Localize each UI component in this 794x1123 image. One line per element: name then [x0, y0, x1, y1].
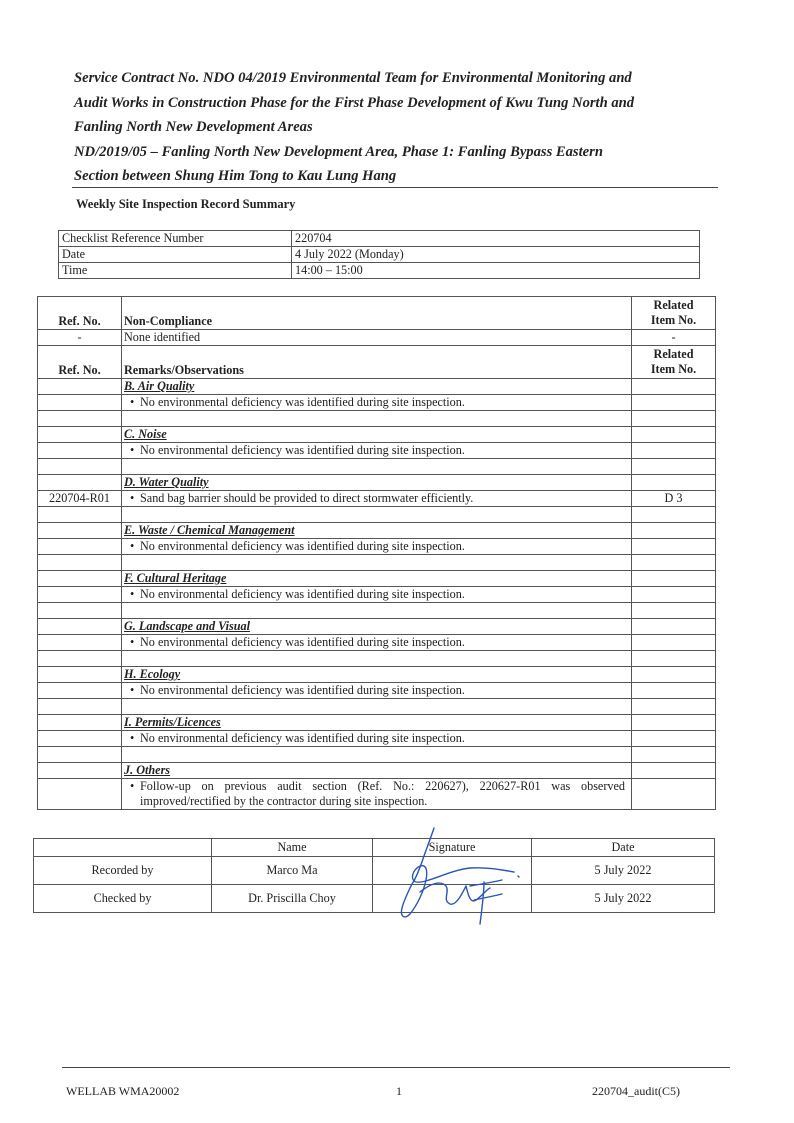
section-title: B. Air Quality — [122, 379, 632, 395]
related-item-cell — [632, 587, 716, 603]
ref-no-header: Ref. No. — [38, 346, 122, 379]
ref-no-cell — [38, 603, 122, 619]
empty-row — [38, 651, 716, 667]
remark-cell — [122, 635, 632, 651]
signoff-table — [33, 838, 715, 913]
section-title-row — [38, 379, 716, 395]
section-title: D. Water Quality — [122, 475, 632, 491]
bullet-icon: • — [130, 635, 135, 649]
ref-no-cell — [38, 683, 122, 699]
bullet-icon: • — [130, 683, 135, 697]
remark-text — [124, 635, 629, 650]
non-compliance-row — [38, 330, 716, 346]
date-cell: 5 July 2022 — [532, 857, 715, 885]
related-label: Related — [653, 347, 694, 361]
remark-cell — [122, 443, 632, 459]
related-item-cell — [632, 427, 716, 443]
role-header — [34, 839, 212, 857]
title-line: ND/2019/05 – Fanling North New Development Area, Phase 1: Fanling Bypass Eastern — [74, 143, 603, 160]
remark-text — [124, 779, 629, 809]
bullet-icon: • — [130, 779, 135, 793]
date-header: Date — [532, 839, 715, 857]
remark-row — [38, 539, 716, 555]
ref-no-cell — [38, 763, 122, 779]
info-value: 220704 — [292, 231, 700, 247]
remark-body: No environmental deficiency was identified during site inspection. — [140, 635, 465, 649]
related-item-cell — [632, 507, 716, 523]
related-item-cell — [632, 603, 716, 619]
page-number: 1 — [396, 1084, 402, 1098]
ref-no-cell — [38, 507, 122, 523]
info-row — [59, 231, 700, 247]
remark-cell — [122, 395, 632, 411]
ref-no-cell — [38, 379, 122, 395]
signoff-row-checked — [34, 885, 715, 913]
title-line: Section between Shung Him Tong to Kau Lung Hang — [74, 168, 397, 184]
related-item-cell — [632, 715, 716, 731]
title-line: Service Contract No. NDO 04/2019 Environmental Team for Environmental Monitoring and — [74, 70, 632, 86]
remark-text — [124, 587, 629, 602]
footer-divider — [62, 1067, 730, 1068]
section-title-row — [38, 715, 716, 731]
ref-no-cell — [38, 587, 122, 603]
ref-no-cell — [38, 475, 122, 491]
ref-no-cell — [38, 555, 122, 571]
remark-row — [38, 395, 716, 411]
remark-row — [38, 635, 716, 651]
remark-cell — [122, 459, 632, 475]
name-cell: Dr. Priscilla Choy — [212, 885, 373, 913]
name-header: Name — [212, 839, 373, 857]
ref-no-cell — [38, 539, 122, 555]
empty-row — [38, 507, 716, 523]
ref-no-cell — [38, 731, 122, 747]
empty-row — [38, 459, 716, 475]
remark-cell — [122, 507, 632, 523]
title-divider — [72, 187, 718, 188]
item-no-label: Item No. — [650, 313, 697, 327]
related-item-cell — [632, 619, 716, 635]
remark-body: No environmental deficiency was identified during site inspection. — [140, 395, 465, 409]
section-title-row — [38, 619, 716, 635]
section-title-row — [38, 427, 716, 443]
info-label: Checklist Reference Number — [59, 231, 292, 247]
remark-row — [38, 587, 716, 603]
bullet-icon: • — [130, 731, 135, 745]
related-item-header — [632, 297, 716, 330]
section-title: G. Landscape and Visual — [122, 619, 632, 635]
remark-cell — [122, 779, 632, 810]
ref-no-cell — [38, 523, 122, 539]
ref-no-cell — [38, 411, 122, 427]
ref-no-cell — [38, 651, 122, 667]
related-item-cell — [632, 395, 716, 411]
handwritten-signature — [390, 820, 530, 930]
related-item-cell — [632, 763, 716, 779]
title-line: Audit Works in Construction Phase for the First Phase Development of Kwu Tung North and — [74, 94, 635, 111]
related-item-cell — [632, 651, 716, 667]
related-item-cell: D 3 — [632, 491, 716, 507]
remark-cell — [122, 587, 632, 603]
ref-no-cell — [38, 427, 122, 443]
section-title-row — [38, 475, 716, 491]
date-cell: 5 July 2022 — [532, 885, 715, 913]
ref-no-cell — [38, 443, 122, 459]
info-value: 4 July 2022 (Monday) — [292, 247, 700, 263]
remark-cell — [122, 491, 632, 507]
footer-company-code: WELLAB WMA20002 — [66, 1084, 180, 1098]
remark-body: Follow-up on previous audit section (Ref. No.: 220627), 220627-R01 was observed improved/rectified by the contractor during site inspection. — [140, 779, 625, 808]
role-cell: Recorded by — [34, 857, 212, 885]
remark-cell — [122, 651, 632, 667]
section-title: I. Permits/Licences — [122, 715, 632, 731]
section-title: H. Ecology — [122, 667, 632, 683]
document-title — [74, 66, 714, 189]
info-row — [59, 263, 700, 279]
related-item-cell — [632, 731, 716, 747]
ref-no-cell — [38, 459, 122, 475]
related-item-cell — [632, 555, 716, 571]
remark-text — [124, 491, 629, 506]
related-item-cell — [632, 667, 716, 683]
remark-body: No environmental deficiency was identified during site inspection. — [140, 587, 465, 601]
remark-body: No environmental deficiency was identified during site inspection. — [140, 731, 465, 745]
remark-cell — [122, 731, 632, 747]
ref-no-cell — [38, 699, 122, 715]
section-title-row — [38, 571, 716, 587]
remark-body: No environmental deficiency was identified during site inspection. — [140, 539, 465, 553]
section-title-row — [38, 763, 716, 779]
ref-no-cell — [38, 571, 122, 587]
signature-header: Signature — [373, 839, 532, 857]
remark-row — [38, 779, 716, 810]
info-row — [59, 247, 700, 263]
non-compliance-heading: Non-Compliance — [122, 297, 632, 330]
section-title: J. Others — [122, 763, 632, 779]
remark-body: No environmental deficiency was identified during site inspection. — [140, 443, 465, 457]
ref-no-cell — [38, 667, 122, 683]
ref-no-cell: - — [38, 330, 122, 346]
info-value: 14:00 – 15:00 — [292, 263, 700, 279]
remark-text — [124, 539, 629, 554]
remark-cell — [122, 539, 632, 555]
bullet-icon: • — [130, 395, 135, 409]
footer-document-id: 220704_audit(C5) — [592, 1084, 680, 1098]
remarks-heading: Remarks/Observations — [122, 346, 632, 379]
related-item-cell — [632, 379, 716, 395]
section-title-row — [38, 667, 716, 683]
related-item-cell — [632, 747, 716, 763]
remark-cell — [122, 411, 632, 427]
remark-text — [124, 731, 629, 746]
bullet-icon: • — [130, 491, 135, 505]
remark-row — [38, 443, 716, 459]
empty-row — [38, 603, 716, 619]
remark-cell — [122, 555, 632, 571]
related-item-cell — [632, 779, 716, 810]
ref-no-cell — [38, 619, 122, 635]
related-item-cell — [632, 683, 716, 699]
signoff-header-row — [34, 839, 715, 857]
checklist-info-table — [58, 230, 700, 279]
ref-no-cell — [38, 635, 122, 651]
item-no-label: Item No. — [650, 362, 697, 376]
ref-no-cell — [38, 395, 122, 411]
remark-row — [38, 683, 716, 699]
related-item-cell — [632, 411, 716, 427]
signoff-row-recorded — [34, 857, 715, 885]
section-title: F. Cultural Heritage — [122, 571, 632, 587]
ref-no-cell — [38, 779, 122, 810]
remark-text — [124, 683, 629, 698]
remark-row — [38, 491, 716, 507]
inspection-table — [37, 296, 716, 810]
related-item-cell — [632, 443, 716, 459]
remark-cell — [122, 603, 632, 619]
bullet-icon: • — [130, 443, 135, 457]
non-compliance-header — [38, 297, 716, 330]
bullet-icon: • — [130, 539, 135, 553]
name-cell: Marco Ma — [212, 857, 373, 885]
related-item-cell — [632, 571, 716, 587]
related-item-cell — [632, 699, 716, 715]
bullet-icon: • — [130, 587, 135, 601]
section-title: E. Waste / Chemical Management — [122, 523, 632, 539]
ref-no-header: Ref. No. — [38, 297, 122, 330]
related-item-cell — [632, 475, 716, 491]
role-cell: Checked by — [34, 885, 212, 913]
remark-cell — [122, 699, 632, 715]
remark-cell — [122, 747, 632, 763]
related-item-cell — [632, 523, 716, 539]
title-line: Fanling North New Development Areas — [74, 119, 313, 135]
remark-row — [38, 731, 716, 747]
info-label: Date — [59, 247, 292, 263]
section-title: C. Noise — [122, 427, 632, 443]
info-label: Time — [59, 263, 292, 279]
remark-body: Sand bag barrier should be provided to direct stormwater efficiently. — [140, 491, 474, 505]
remark-text — [124, 395, 629, 410]
remarks-header — [38, 346, 716, 379]
ref-no-cell — [38, 715, 122, 731]
remark-body: No environmental deficiency was identified during site inspection. — [140, 683, 465, 697]
ref-no-cell — [38, 747, 122, 763]
record-subtitle: Weekly Site Inspection Record Summary — [76, 197, 296, 211]
remark-text — [124, 443, 629, 458]
related-item-cell: - — [632, 330, 716, 346]
related-item-header — [632, 346, 716, 379]
ref-no-cell: 220704-R01 — [38, 491, 122, 507]
related-label: Related — [653, 298, 694, 312]
related-item-cell — [632, 459, 716, 475]
empty-row — [38, 411, 716, 427]
empty-row — [38, 555, 716, 571]
empty-row — [38, 699, 716, 715]
remark-cell — [122, 683, 632, 699]
related-item-cell — [632, 539, 716, 555]
empty-row — [38, 747, 716, 763]
non-compliance-cell: None identified — [122, 330, 632, 346]
section-title-row — [38, 523, 716, 539]
related-item-cell — [632, 635, 716, 651]
